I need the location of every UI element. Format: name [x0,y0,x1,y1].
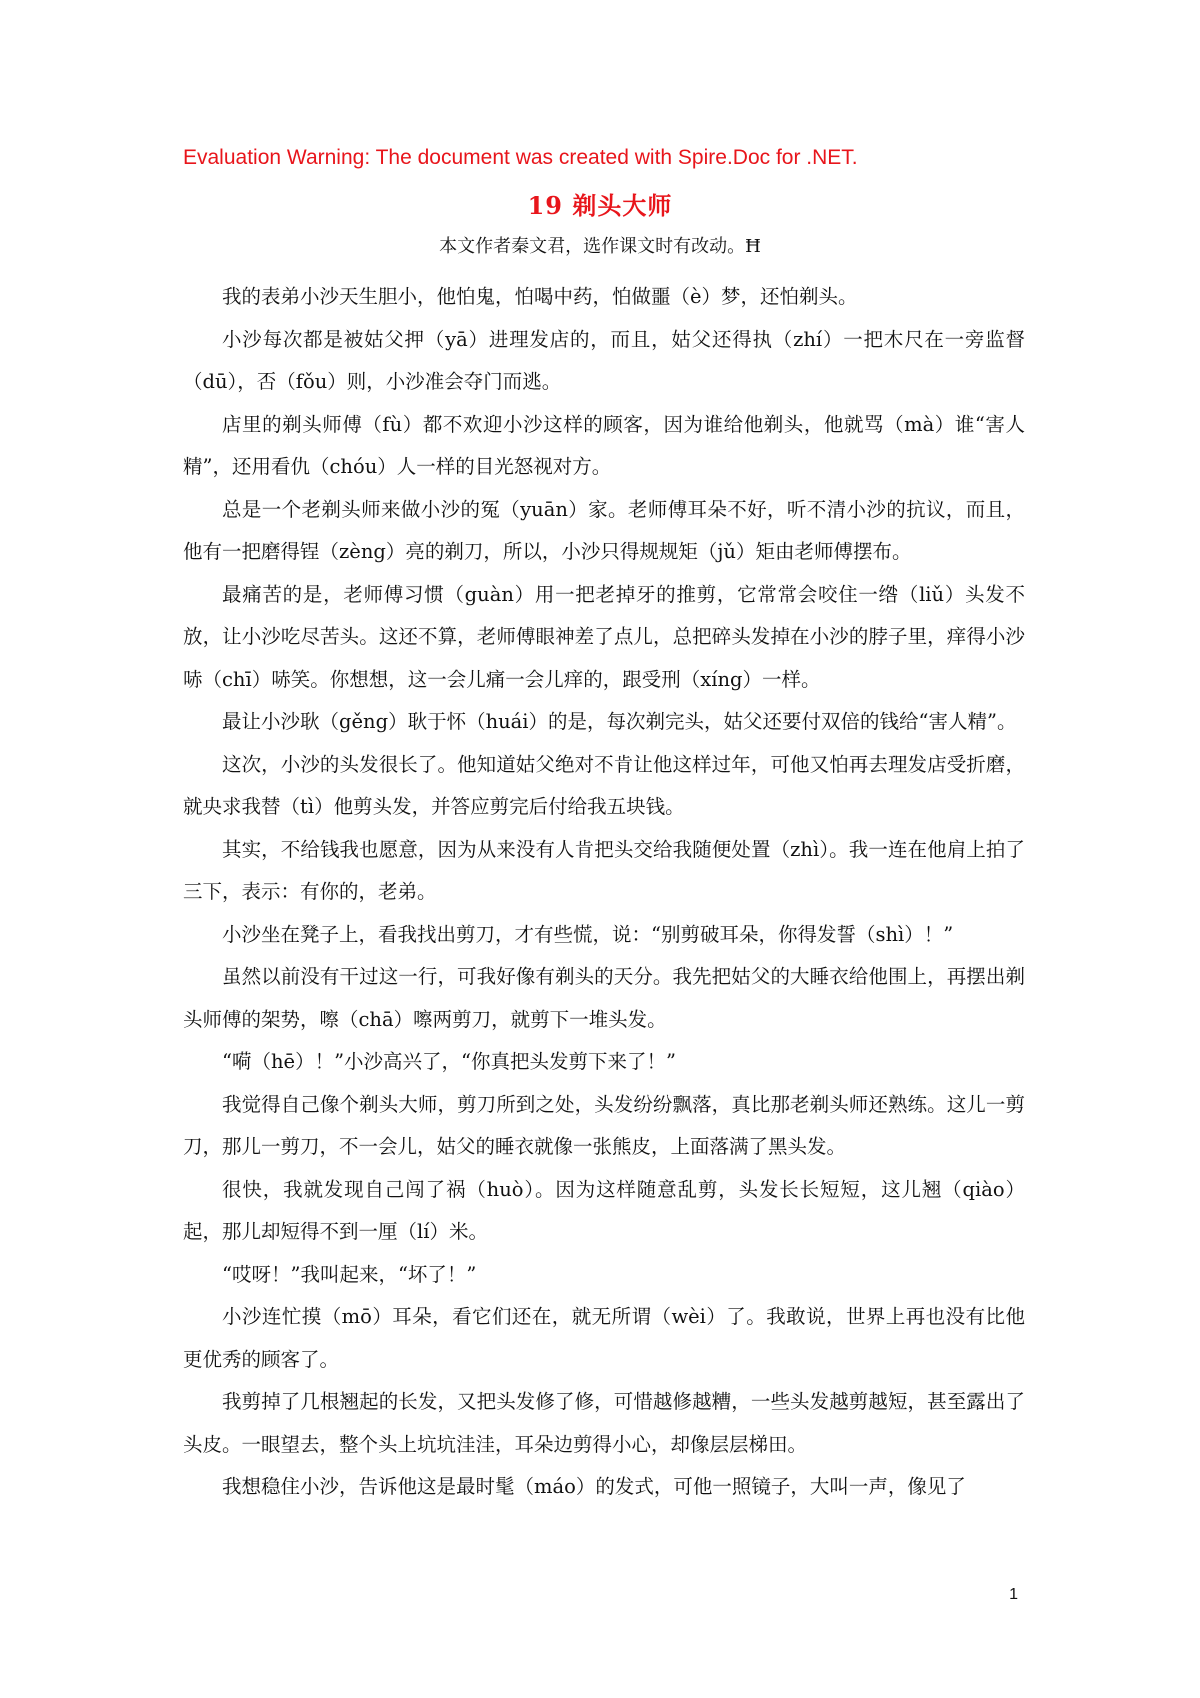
paragraph: 我的表弟小沙天生胆小，他怕鬼，怕喝中药，怕做噩（è）梦，还怕剃头。 [222,285,858,308]
document-body [183,276,1025,1509]
paragraph: 小沙连忙摸（mō）耳朵，看它们还在，就无所谓（wèi）了。我敢说，世界上再也没有比他更优秀的顾客了。 [183,1305,1025,1371]
paragraph: “哎呀！”我叫起来，“坏了！” [222,1262,477,1286]
document-title: 19 剃头大师 [527,191,673,220]
paragraph: 这次，小沙的头发很长了。他知道姑父绝对不肯让他这样过年，可他又怕再去理发店受折磨，就央求我替（tì）他剪头发，并答应剪完后付给我五块钱。 [183,752,1025,818]
paragraph: “嗬（hē）！”小沙高兴了，“你真把头发剪下来了！” [222,1050,676,1073]
paragraph: 很快，我就发现自己闯了祸（huò）。因为这样随意乱剪，头发长长短短，这儿翘（qiào）起，那儿却短得不到一厘（lí）米。 [183,1177,1025,1243]
paragraph: 最痛苦的是，老师傅习惯（guàn）用一把老掉牙的推剪，它常常会咬住一绺（liǔ）头发不放，让小沙吃尽苦头。这还不算，老师傅眼神差了点儿，总把碎头发掉在小沙的脖子里，痒得小沙哧（chī）哧笑。你想想，这一会儿痛一会儿痒的，跟受刑（xíng）一样。 [183,582,1025,691]
paragraph: 最让小沙耿（gěng）耿于怀（huái）的是，每次剃完头，姑父还要付双倍的钱给“害人精”。 [222,710,1017,733]
paragraph: 虽然以前没有干过这一行，可我好像有剃头的天分。我先把姑父的大睡衣给他围上，再摆出剃头师傅的架势，嚓（chā）嚓两剪刀，就剪下一堆头发。 [183,965,1025,1031]
author-note: 本文作者秦文君，选作课文时有改动。Ħ [439,236,761,257]
paragraph: 总是一个老剃头师来做小沙的冤（yuān）家。老师傅耳朵不好，听不清小沙的抗议，而且，他有一把磨得锃（zèng）亮的剃刀，所以，小沙只得规规矩（jǔ）矩由老师傅摆布。 [183,497,1025,563]
paragraph: 店里的剃头师傅（fù）都不欢迎小沙这样的顾客，因为谁给他剃头，他就骂（mà）谁“害人精”，还用看仇（chóu）人一样的目光怒视对方。 [183,412,1025,478]
paragraph: 小沙坐在凳子上，看我找出剪刀，才有些慌，说：“别剪破耳朵，你得发誓（shì）！” [222,922,954,946]
paragraph: 小沙每次都是被姑父押（yā）进理发店的，而且，姑父还得执（zhí）一把木尺在一旁监督（dū），否（fǒu）则，小沙准会夺门而逃。 [183,327,1025,393]
evaluation-warning: Evaluation Warning: The document was created with Spire.Doc for .NET. [183,146,858,169]
paragraph: 其实，不给钱我也愿意，因为从来没有人肯把头交给我随便处置（zhì）。我一连在他肩上拍了三下，表示：有你的，老弟。 [183,837,1025,903]
paragraph: 我想稳住小沙，告诉他这是最时髦（máo）的发式，可他一照镜子，大叫一声，像见了 [222,1475,966,1498]
paragraph: 我剪掉了几根翘起的长发，又把头发修了修，可惜越修越糟，一些头发越剪越短，甚至露出了头皮。一眼望去，整个头上坑坑洼洼，耳朵边剪得小心，却像层层梯田。 [183,1390,1025,1456]
page-number: 1 [1009,1586,1018,1603]
paragraph: 我觉得自己像个剃头大师，剪刀所到之处，头发纷纷飘落，真比那老剃头师还熟练。这儿一剪刀，那儿一剪刀，不一会儿，姑父的睡衣就像一张熊皮，上面落满了黑头发。 [183,1092,1025,1158]
